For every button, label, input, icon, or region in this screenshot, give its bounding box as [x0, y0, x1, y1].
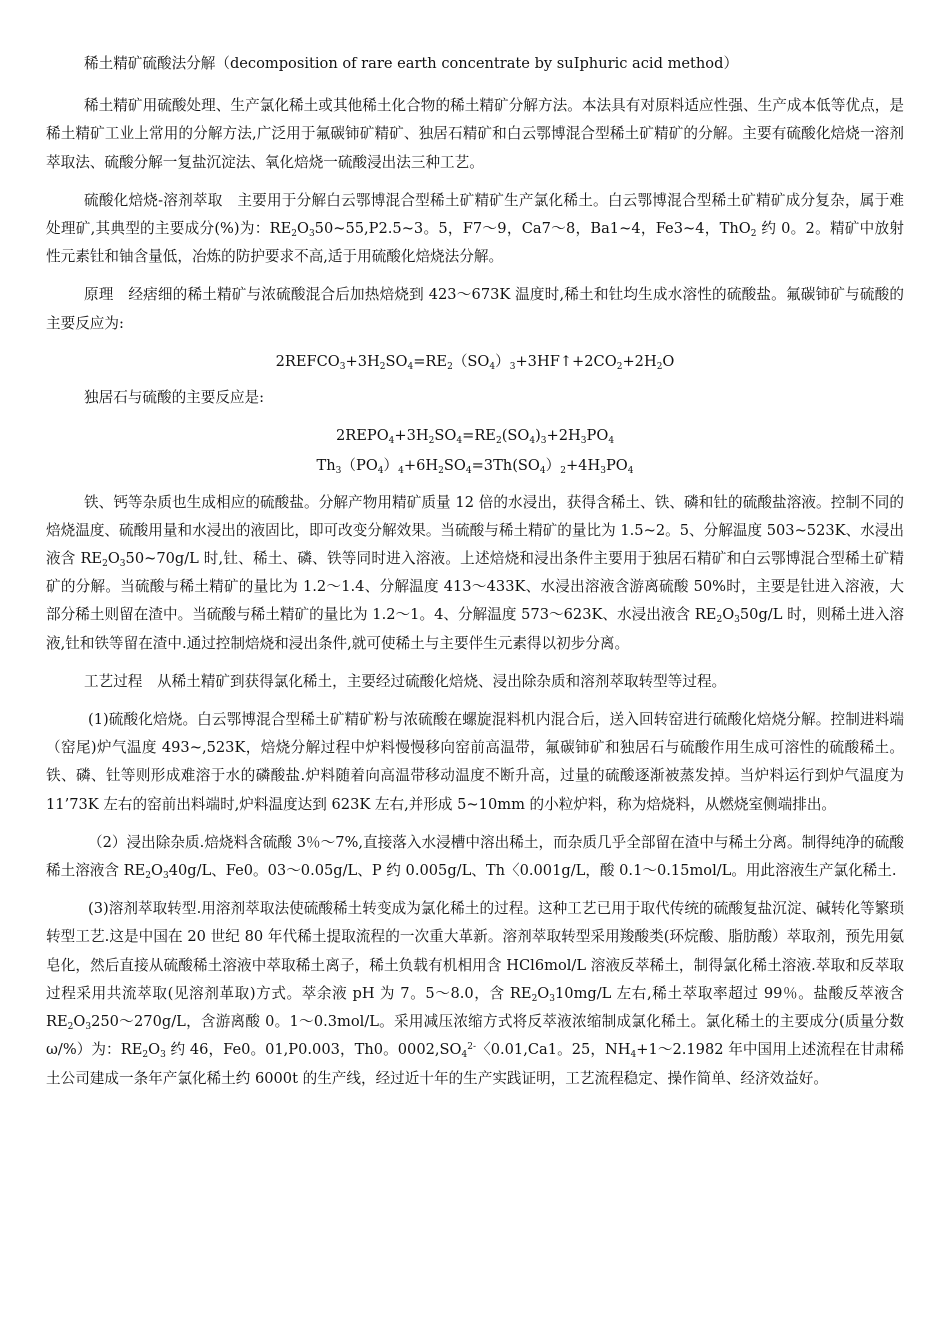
eq-part: +4H: [565, 457, 601, 475]
eq-part: SO: [443, 457, 466, 475]
monazite-intro-paragraph: [46, 384, 904, 412]
eq-part: ): [535, 427, 541, 445]
subscript: 3: [162, 871, 169, 882]
text: 工艺过程 从稀土精矿到获得氯化稀土，主要经过硫酸化焙烧、浸出除杂质和溶剂萃取转型等过程。: [84, 672, 727, 690]
subscript: 2: [428, 436, 435, 447]
subscript: 2: [750, 229, 757, 240]
subscript: 3: [509, 361, 516, 372]
eq-part: =RE: [462, 427, 496, 445]
subscript: 3: [119, 559, 126, 570]
sulfation-solvent-extraction-paragraph: 硫酸化焙烧-溶剂萃取 主要用于分解白云鄂博混合型稀土矿精矿生产氯化稀土。白云鄂博混合型稀土矿精矿成分复杂，属于难处理矿,其典型的主要成分(%)为：$RE_2O_350\sim 55,P2.5\sim 3$。5，F7～9，Ca7～8，Ba1~4，Fe3~4，ThO$_2$ 约 0。2。精矿中放射性元素钍和铀含量低，冶炼的防护要求不高,适于用硫酸化焙烧法分解。: [46, 191, 904, 266]
subscript: 2: [716, 615, 723, 626]
subscript: 2: [447, 361, 453, 372]
eq-part: +3H: [394, 427, 429, 445]
subscript: 2: [379, 361, 386, 372]
text: 40g/L、Fe0。03～0.05g/L、P 约 0.005g/L、Th〈0.001g/L，酸 0.1～0.15mol/L。用此溶液生产氯化稀土.: [168, 862, 897, 880]
superscript: 2-: [467, 1042, 477, 1053]
subscript: 3: [335, 466, 342, 477]
subscript: 2: [495, 436, 502, 447]
eq-part: Th: [316, 457, 336, 475]
text: 硫酸化焙烧-溶剂萃取 主要用于分解白云鄂博混合型稀土矿精矿生产氯化稀土。白云鄂博混合型稀土矿精矿成分复杂，属于难处理矿,其典型的主要成分(%)为：RE: [46, 191, 904, 238]
subscript: 3: [580, 436, 587, 447]
text: 独居石与硫酸的主要反应是:: [84, 389, 265, 407]
text: 50~70g/L 时,钍、稀土、磷、铁等同时进入溶液。上述焙烧和浸出条件主要用于独居石精矿和白云鄂博混合型稀土矿精矿的分解。当硫酸与稀土精矿的量比为 1.2～1.4、分解温度 413～433K、水浸出溶液含游离硫酸 50%时，主要是钍进入溶液，大部分稀土则留在渣中。当硫酸与稀土精矿的量比为 1.2～1。4、分解温度 573～623K、水浸出液含 RE: [46, 550, 904, 624]
text: 50~55,P2.5~3。5，F7～9，Ca7～8，Ba1~4，Fe3~4，ThO: [314, 220, 751, 238]
eq-part: SO: [385, 352, 408, 370]
step3-extraction-paragraph: (3)溶剂萃取转型.用溶剂萃取法使硫酸稀土转变成为氯化稀土的过程。这种工艺已用于取代传统的硫酸复盐沉淀、碱转化等繁琐转型工艺.这是中国在 20 世纪 80 年代稀土提取流程的一次重大革新。溶剂萃取转型采用羧酸类(环烷酸、脂肪酸）萃取剂，预先用氨皂化，然后直接从硫酸稀土溶液中萃取稀土离子，稀土负载有机相用含 HCl6mol/L 溶液反萃稀土，制得氯化稀土溶液.萃取和反萃取过程采用共流萃取(见溶剂革取)方式。萃余液 pH 为 7。5～8.0，含 $RE_2O_310mg/L$ 左右,稀土萃取率超过 99％。盐酸反萃液含 $RE_2O_3250\sim 270g/L$，含游离酸 0。1～0.3mol/L。采用减压浓缩方式将反萃液浓缩制成氯化稀土。氯化稀土的主要成分(质量分数ω/%）为：$RE_2O_3$ 约 46，Fe0。01,P0.003，Th0。$0002,SO_4^{2-}$〈0.01,Ca1。25，$NH_4+1\sim 2.1982$ 年中国用上述流程在甘肃稀土公司建成一条年产氯化稀土约 6000t 的生产线，经过近十年的生产实践证明，工艺流程稳定、操作简单、经济效益好。: [46, 900, 905, 1087]
subscript: 4: [456, 436, 463, 447]
subscript: 4: [539, 466, 546, 477]
subscript: 3: [339, 361, 346, 372]
eq-part: =3Th(SO: [471, 457, 540, 475]
subscript: 3: [549, 993, 555, 1004]
subscript: 4: [529, 436, 536, 447]
eq-part: +2H: [622, 352, 657, 370]
text: 250～270g/L，含游离酸 0。1～0.3mol/L。采用减压浓缩方式将反萃液浓缩制成氯化稀土。氯化稀土的主要成分(质量分数ω/%）为：RE: [46, 1013, 904, 1059]
subscript: 4: [627, 466, 634, 477]
subscript: 3: [600, 466, 606, 477]
subscript: 2: [616, 361, 623, 372]
subscript: 3: [540, 436, 547, 447]
subscript: 2: [438, 466, 444, 477]
text: (3)溶剂萃取转型.用溶剂萃取法使硫酸稀土转变成为氯化稀土的过程。这种工艺已用于取代传统的硫酸复盐沉淀、碱转化等繁琐转型工艺.这是中国在 20 世纪 80 年代稀土提取流程的一次重大革新。溶剂萃取转型采用羧酸类(环烷酸、脂肪酸）萃取剂，预先用氨皂化，然后直接从硫酸稀土溶液中萃取稀土离子，稀土负载有机相用含 HCl6mol/L 溶液反萃稀土，制得氯化稀土溶液.萃取和反萃取过程采用共流萃取(见溶剂革取)方式。萃余液 pH 为 7。5～8.0，含 RE: [46, 900, 904, 1002]
subscript: 2: [67, 1022, 74, 1033]
eq-part: ）: [383, 457, 399, 475]
text: （2）浸出除杂质.焙烧料含硫酸 3％～7%,直接落入水浸槽中溶出稀土，而杂质几乎全部留在渣中与稀土分离。制得纯净的硫酸稀土溶液含 RE: [46, 833, 904, 880]
article-title: [46, 50, 904, 78]
bastnaesite-reaction-equation: [46, 348, 904, 376]
subscript: 2: [145, 871, 151, 882]
text: 约 46，Fe0。01,P0.003，Th0。0002,SO: [170, 1041, 462, 1059]
impurities-paragraph: 铁、钙等杂质也生成相应的硫酸盐。分解产物用精矿质量 12 倍的水浸出，获得含稀土、铁、磷和钍的硫酸盐溶液。控制不同的焙烧温度、硫酸用量和水浸出的液固比，即可改变分解效果。当硫酸与稀土精矿的量比为 1.5~2。5、分解温度 503~523K、水浸出液含 $RE_2O_350\sim 70g/L$ 时,钍、稀土、磷、铁等同时进入溶液。上述焙烧和浸出条件主要用于独居石精矿和白云鄂博混合型稀土矿精矿的分解。当硫酸与稀土精矿的量比为 1.2～1.4、分解温度 413～433K、水浸出溶液含游离硫酸 50%时，主要是钍进入溶液，大部分稀土则留在渣中。当硫酸与稀土精矿的量比为 1.2～1。4、分解温度 573～623K、水浸出液含 $RE_2O_350g/L$ 时，则稀土进入溶液,钍和铁等留在渣中.通过控制焙烧和浸出条件,就可使稀土与主要伴生元素得以初步分离。: [46, 493, 905, 652]
eq-part: +6H: [403, 457, 439, 475]
subscript: 4: [630, 1050, 637, 1061]
subscript: 2: [102, 559, 108, 570]
subscript: 4: [377, 466, 384, 477]
eq-part: PO: [605, 457, 628, 475]
subscript: 4: [398, 466, 404, 477]
eq-part: SO: [434, 427, 457, 445]
subscript: 4: [388, 436, 395, 447]
subscript: 3: [160, 1050, 166, 1061]
text: 10mg/L 左右,稀土萃取率超过 99％。盐酸反萃液含 RE: [46, 984, 904, 1031]
eq-part: ）: [545, 457, 561, 475]
subscript: 3: [85, 1022, 92, 1033]
eq-part: +3H: [345, 352, 380, 370]
text: +1～2.1982 年中国用上述流程在甘肃稀土公司建成一条年产氯化稀土约 6000t 的生产线，经过近十年的生产实践证明，工艺流程稳定、操作简单、经济效益好。: [46, 1041, 905, 1087]
eq-part: 2REPO: [335, 427, 389, 445]
eq-part: O: [662, 352, 675, 370]
eq-part: （PO: [341, 457, 378, 475]
subscript: 2: [142, 1050, 149, 1061]
text: 铁、钙等杂质也生成相应的硫酸盐。分解产物用精矿质量 12 倍的水浸出，获得含稀土、铁、磷和钍的硫酸盐溶液。控制不同的焙烧温度、硫酸用量和水浸出的液固比，即可改变分解效果。当硫酸与稀土精矿的量比为 1.5~2。5、分解温度 503~523K、水浸出液含 RE: [46, 493, 904, 568]
eq-part: =RE: [413, 352, 448, 370]
subscript: 3: [734, 615, 740, 626]
eq-part: +2H: [546, 427, 581, 445]
eq-part: ）: [495, 352, 510, 370]
subscript: 3: [308, 229, 315, 240]
text: 约 0。2。精矿中放射性元素钍和铀含量低，冶炼的防护要求不高,适于用硫酸化焙烧法分解。: [46, 220, 904, 266]
eq-part: PO: [586, 427, 609, 445]
eq-part: (SO: [501, 427, 530, 445]
eq-part: 2REFCO: [275, 352, 340, 370]
process-overview-paragraph: [46, 668, 904, 696]
subscript: 4: [489, 361, 496, 372]
subscript: 2: [531, 993, 538, 1004]
monazite-reaction-equation: [46, 422, 904, 450]
eq-part: （SO: [452, 352, 490, 370]
subscript: 2: [560, 466, 566, 477]
thorium-reaction-equation: [46, 452, 904, 480]
principle-paragraph: [46, 281, 904, 337]
subscript: 2: [291, 229, 297, 240]
text: 〈0.01,Ca1。25，NH: [476, 1041, 631, 1059]
intro-paragraph: [46, 92, 904, 177]
title-text: 稀土精矿硫酸法分解（decomposition of rare earth concentrate by suIphuric acid method）: [84, 55, 739, 72]
step1-roasting-paragraph: [46, 706, 904, 819]
subscript: 4: [608, 436, 615, 447]
subscript: 4: [407, 361, 414, 372]
subscript: 2: [656, 361, 663, 372]
subscript: 4: [465, 466, 472, 477]
text: 稀土精矿用硫酸处理、生产氯化稀土或其他稀土化合物的稀土精矿分解方法。本法具有对原料适应性强、生产成本低等优点，是稀土精矿工业上常用的分解方法,广泛用于氟碳铈矿精矿、独居石精矿和白云鄂博混合型稀土矿精矿的分解。主要有硫酸化焙烧一溶剂萃取法、硫酸分解一复盐沉淀法、氧化焙烧一硫酸浸出法三种工艺。: [46, 97, 904, 171]
step2-leaching-paragraph: （2）浸出除杂质.焙烧料含硫酸 3％～7%,直接落入水浸槽中溶出稀土，而杂质几乎全部留在渣中与稀土分离。制得纯净的硫酸稀土溶液含 $RE_2O_340g/L$、Fe0。03～0.05g/L、P 约 0.005g/L、Th〈0.001g/L，酸 0.1～0.15mol/L。用此溶液生产氯化稀土.: [46, 833, 904, 882]
text: 50g/L 时，则稀土进入溶液,钍和铁等留在渣中.通过控制焙烧和浸出条件,就可使稀土与主要伴生元素得以初步分离。: [46, 606, 905, 652]
eq-part: +3HF↑+2CO: [515, 352, 617, 370]
text: (1)硫酸化焙烧。白云鄂博混合型稀土矿精矿粉与浓硫酸在螺旋混料机内混合后，送入回转窑进行硫酸化焙烧分解。控制进料端（窑尾)炉气温度 493~,523K，焙烧分解过程中炉料慢慢移向窑前高温带，氟碳铈矿和独居石与硫酸作用生成可溶性的硫酸稀土。铁、磷、钍等则形成难溶于水的磷酸盐.炉料随着向高温带移动温度不断升高，过量的硫酸逐渐被蒸发掉。当炉料运行到炉气温度为 11’73K 左右的窑前出料端时,炉料温度达到 623K 左右,并形成 5~10mm 的小粒炉料，称为焙烧料，从燃烧室侧端排出。: [46, 711, 904, 813]
subscript: 4: [461, 1050, 468, 1061]
text: 原理 经痞细的稀土精矿与浓硫酸混合后加热焙烧到 423～673K 温度时,稀土和钍均生成水溶性的硫酸盐。氟碳铈矿与硫酸的主要反应为:: [46, 286, 904, 332]
